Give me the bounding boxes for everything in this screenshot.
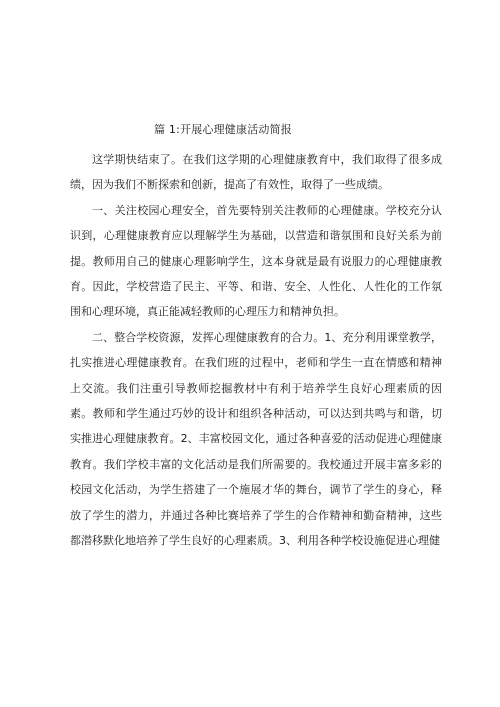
paragraph-intro: 这学期快结束了。在我们这学期的心理健康教育中，我们取得了很多成绩，因为我们不断探索和创新，提高了有效性，取得了一些成绩。 xyxy=(70,153,442,192)
paragraph-section-2: 二、整合学校资源，发挥心理健康教育的合力。1、充分利用课堂教学，扎实推进心理健康教育。在我们班的过程中，老师和学生一直在情感和精神上交流。我们注重引导教师挖掘教材中有利于培养学生良好心理素质的因素。教师和学生通过巧妙的设计和组织各种活动，可以达到共鸣与和谐，切实推进心理健康教育。2、丰富校园文化，通过各种喜爱的活动促进心理健康教育。我们学校丰富的文化活动是我们所需要的。我校通过开展丰富多彩的校园文化活动，为学生搭建了一个施展才华的舞台，调节了学生的身心，释放了学生的潜力，并通过各种比赛培养了学生的合作精神和勤奋精神，这些都潜移默化地培养了学生良好的心理素质。3、利用各种学校设施促进心理健 xyxy=(70,330,442,548)
document-body xyxy=(70,147,442,554)
document-title: 篇 1:开展心理健康活动简报 xyxy=(154,123,293,136)
paragraph-section-1: 一、关注校园心理安全，首先要特别关注教师的心理健康。学校充分认识到，心理健康教育应以理解学生为基础，以营造和谐氛围和良好关系为前提。教师用自己的健康心理影响学生，这本身就是最有说服力的心理健康教育。因此，学校营造了民主、平等、和谐、安全、人性化、人性化的工作氛围和心理环境，真正能减轻教师的心理压力和精神负担。 xyxy=(70,203,442,319)
